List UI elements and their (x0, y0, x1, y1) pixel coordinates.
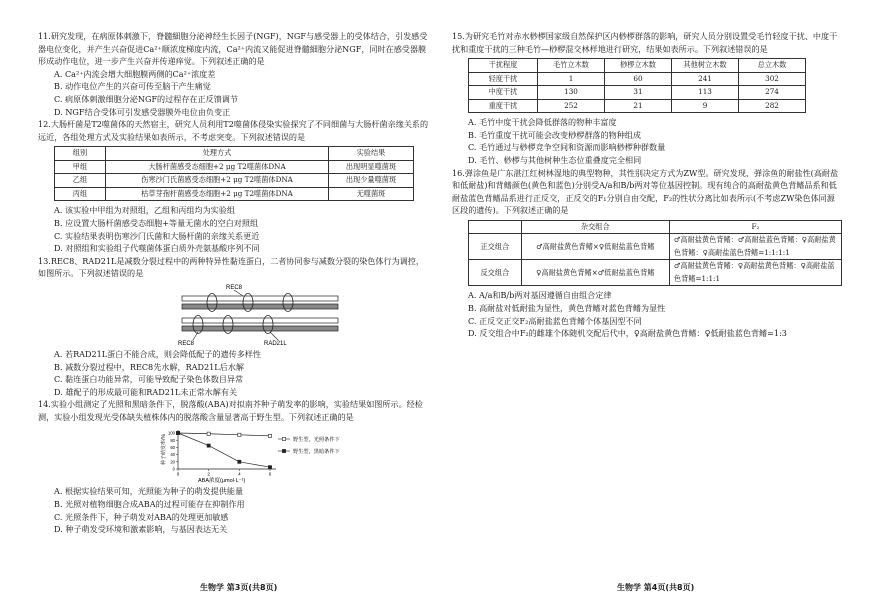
question-15-option-b: B. 毛竹重度干扰可能会改变桫椤群落的物种组成 (468, 129, 641, 140)
series-line (178, 433, 270, 436)
question-13-chromosome-figure (38, 282, 430, 346)
y-tick-label: 0 (172, 467, 175, 473)
rad21l-label: RAD21L (264, 340, 287, 346)
table-header-cell: 桫椤立木数 (605, 59, 672, 73)
table-cell: 252 (538, 99, 605, 113)
table-header-cell: 其他树立木数 (672, 59, 739, 73)
legend-marker (282, 450, 285, 453)
table-header-cell: 干扰程度 (469, 59, 538, 73)
table-header-cell: F₂ (669, 220, 841, 234)
question-16-stem: 16.弹涂鱼是广东湛江红树林湿地的典型物种，其性别决定方式为ZW型。研究发现，弹涂鱼的耐盐性(高耐盐和低耐盐)和背鳍颜色(黄色和蓝色)分别受A/a和B/b两对等位基因控制。现有纯合的高耐盐黄色背鳍品系和低耐盐蓝色背鳍品系进行正反交，正反交的F₁分别自由交配，F₂的性状分离比如表所示(不考虑ZW染色体同源区段的遗传)。下列叙述正确的是 (452, 167, 839, 216)
x-tick-label: 0 (176, 471, 180, 477)
table-header-row (55, 147, 414, 161)
x-tick-label: 4 (238, 471, 241, 477)
table-cell: 274 (739, 86, 806, 100)
question-15-option-a: A. 毛竹中度干扰会降低群落的物种丰富度 (468, 117, 617, 128)
question-15-option-c: C. 毛竹通过与桫椤竞争空间和资源而影响桫椤种群数量 (468, 142, 666, 153)
question-12-option-b: B. 应设置大肠杆菌感受态细胞+等量无菌水的空白对照组 (54, 217, 259, 228)
table-cell: ♂高耐盐黄色背鳍×♀低耐盐蓝色背鳍 (521, 234, 669, 260)
right-page-column (452, 30, 842, 340)
chart-series (176, 432, 271, 469)
rec8-label: REC8 (226, 284, 243, 291)
label-leader-line (270, 332, 278, 340)
question-16-option-c: C. 正反交正交F₂高耐盐蓝色背鳍个体基因型不同 (468, 315, 642, 326)
question-16-option-d: D. 反交组合中F₂的雌雄个体随机交配后代中，♀高耐盐黄色背鳍：♀低耐盐蓝色背鳍=1:3 (468, 328, 787, 339)
table-header-cell: 总立木数 (739, 59, 806, 73)
chromatid-bar (182, 318, 338, 323)
table-row (469, 234, 842, 260)
table-cell: 出现明显噬菌斑 (329, 160, 414, 174)
question-12-stem: 12.大肠杆菌是T2噬菌体的天然宿主，研究人员利用T2噬菌体侵染实验探究了不同细菌与大肠杆菌亲缘关系的远近，各组处理方式及实验结果如表所示，不考虑突变。下列叙述错误的是 (38, 119, 429, 142)
table-row (469, 260, 842, 286)
x-tick-label: 6 (268, 471, 272, 477)
table-row (469, 86, 806, 100)
question-11-option-b: B. 动作电位产生的兴奋可传至脑干产生痛觉 (54, 81, 211, 92)
table-cell: 9 (672, 99, 739, 113)
x-axis-label: ABA浓度(μmol·L⁻¹) (198, 478, 246, 484)
table-cell: 出现少量噬菌斑 (329, 174, 414, 188)
question-13-option-b: B. 减数分裂过程中，REC8先水解，RAD21L后水解 (54, 361, 244, 372)
question-16-option-a: A. A/a和B/b两对基因遵循自由组合定律 (468, 290, 612, 301)
left-page-column (38, 30, 430, 536)
table-cell: 轻度干扰 (469, 72, 538, 86)
table-cell: 60 (605, 72, 672, 86)
table-cell: 130 (538, 86, 605, 100)
table-cell: 21 (605, 99, 672, 113)
table-cell: 中度干扰 (469, 86, 538, 100)
question-16-table (468, 220, 842, 287)
page-footer-left: 生物学 第3页(共8页) (200, 583, 278, 592)
question-12 (38, 118, 430, 255)
table-header-cell (469, 220, 522, 234)
question-13 (38, 255, 430, 399)
y-tick-label: 40 (170, 452, 175, 458)
question-11-option-c: C. 病原体刺激细胞分泌NGF的过程存在正反馈调节 (54, 93, 238, 104)
question-14-option-d: D. 种子萌发受环境和激素影响，与基因表达无关 (54, 524, 228, 535)
table-cell: 甲组 (55, 160, 106, 174)
table-header-cell: 实验结果 (329, 147, 414, 161)
label-leader-line (193, 332, 198, 340)
chromatid-bar (182, 326, 338, 331)
series-line (178, 433, 270, 467)
table-cell: 枯草芽孢杆菌感受态细胞+2 μg T2噬菌体DNA (106, 187, 329, 201)
question-12-option-c: C. 实验结果表明伤寒沙门氏菌和大肠杆菌的亲缘关系更近 (54, 230, 260, 241)
question-13-option-c: C. 黏连蛋白功能异常，可能导致配子染色体数目异常 (54, 374, 244, 385)
table-header-row (469, 59, 806, 73)
aba-germination-chart (38, 425, 430, 483)
y-tick-label: 100 (168, 431, 175, 437)
question-14-option-b: B. 光照对植物细胞合成ABA的过程可能存在抑制作用 (54, 499, 245, 510)
question-12-option-d: D. 对照组和实验组子代噬菌体蛋白质外壳氨基酸序列不同 (54, 243, 260, 254)
table-row (55, 174, 414, 188)
question-12-option-a: A. 该实验中甲组为对照组，乙组和丙组均为实验组 (54, 205, 235, 216)
table-header-cell: 杂交组合 (521, 220, 669, 234)
y-tick-label: 20 (170, 459, 175, 465)
question-15-stem: 15.为研究毛竹对赤水桫椤国家级自然保护区内桫椤群落的影响，研究人员分别设置受毛竹轻度干扰、中度干扰和重度干扰的三种毛竹—桫椤混交林样地进行研究，结果如表所示。下列叙述错误的是 (452, 31, 838, 54)
y-axis-label: 种子萌发率/% (161, 434, 167, 466)
legend-label: 野生型，黑暗条件下 (293, 449, 340, 456)
question-14 (38, 398, 430, 536)
table-cell: 乙组 (55, 174, 106, 188)
page-footer-right: 生物学 第4页(共8页) (617, 583, 695, 592)
question-11-option-d: D. NGF结合受体可引发感受器膜外电位由负变正 (54, 106, 231, 117)
cohesin-diagram (38, 282, 430, 346)
data-point (238, 461, 241, 464)
data-point (268, 435, 271, 438)
table-header-cell: 组别 (55, 147, 106, 161)
question-12-table (54, 146, 414, 201)
data-point (207, 433, 210, 436)
table-cell: 113 (672, 86, 739, 100)
question-15-option-d: D. 毛竹、桫椤与其他树种生态位重叠度完全相同 (468, 154, 642, 165)
question-13-option-d: D. 雄配子的形成最可能和RAD21L未正常水解有关 (54, 386, 238, 397)
question-15-table (468, 58, 806, 113)
y-tick-label: 60 (170, 445, 175, 451)
table-cell: 正交组合 (469, 234, 522, 260)
question-16-option-b: B. 高耐盐对低耐盐为显性，黄色背鳍对蓝色背鳍为显性 (468, 303, 666, 314)
table-header-cell: 处理方式 (106, 147, 329, 161)
table-cell: 丙组 (55, 187, 106, 201)
table-row (55, 187, 414, 201)
table-cell: 302 (739, 72, 806, 86)
question-14-stem: 14.实验小组测定了光照和黑暗条件下，脱落酸(ABA)对拟南芥种子萌发率的影响，实验结果如图所示。经检测，实验小组发现光受体缺失植株体内的脱落酸含量显著高于野生型。下列叙述正确的是 (38, 399, 423, 422)
legend-marker (282, 438, 285, 441)
question-11-stem: 11.研究发现，在病原体刺激下，脊髓細胞分泌神经生长因子(NGF)，NGF与感受器上的受体结合，引发感受器电位变化，并产生兴奋促进Ca²⁺顺浓度梯度内流，Ca²⁺内流又能促进脊髓細胞分泌NGF，同时在感受器膜形成动作电位，进一步产生兴奋并传递痒觉。下列叙述正确的是 (38, 31, 428, 67)
rec8-label-bottom: REC8 (178, 340, 195, 346)
table-cell: 伤寒沙门氏菌感受态细胞+2 μg T2噬菌体DNA (106, 174, 329, 188)
question-14-chart (38, 425, 430, 483)
data-point (268, 466, 271, 469)
question-15 (452, 30, 842, 167)
data-point (176, 432, 179, 435)
question-14-option-a: A. 根据实验结果可知，光照能为种子的萌发提供能量 (54, 486, 244, 497)
chart-legend (278, 435, 340, 455)
table-cell: ♀高耐盐黄色背鳍×♂低耐盐蓝色背鳍 (521, 260, 669, 286)
table-cell: 重度干扰 (469, 99, 538, 113)
data-point (207, 444, 210, 447)
question-13-stem: 13.REC8、RAD21L是减数分裂过程中的两种特异性黏连蛋白，二者协同参与减数分裂的染色体行为调控，如图所示。下列叙述错误的是 (38, 255, 424, 279)
data-point (238, 434, 241, 437)
table-cell: 大肠杆菌感受态细胞+2 μg T2噬菌体DNA (106, 160, 329, 174)
legend-label: 野生型，光照条件下 (293, 437, 340, 444)
table-row (469, 99, 806, 113)
chart-ticks (168, 431, 272, 477)
x-tick-label: 2 (207, 471, 210, 477)
question-16 (452, 167, 842, 340)
table-row (469, 72, 806, 86)
table-header-cell: 毛竹立木数 (538, 59, 605, 73)
question-14-option-c: C. 光照条件下，种子萌发对ABA的处理更加敏感 (54, 511, 229, 522)
table-cell: 241 (672, 72, 739, 86)
table-cell: 282 (739, 99, 806, 113)
chromatid-bar (182, 296, 338, 301)
table-cell: 反交组合 (469, 260, 522, 286)
table-cell: ♂高耐盐黄色背鳍：♀高耐盐黄色背鳍：♀高耐盐蓝色背鳍=1:1:1 (669, 260, 841, 286)
table-cell: ♂高耐盐黄色背鳍：♂高耐盐蓝色背鳍：♀高耐盐黄色背鳍：♀高耐盐蓝色背鳍=1:1:1:1 (669, 234, 841, 260)
table-cell: 无噬菌斑 (329, 187, 414, 201)
table-cell: 31 (605, 86, 672, 100)
table-cell: 1 (538, 72, 605, 86)
table-header-row (469, 220, 842, 234)
table-row (55, 160, 414, 174)
question-11 (38, 30, 430, 118)
y-tick-label: 80 (170, 438, 175, 444)
question-13-option-a: A. 若RAD21L蛋白不能合成，则会降低配子的遗传多样性 (54, 348, 261, 359)
chromatid-bar (182, 304, 338, 309)
question-11-option-a: A. Ca²⁺内流会增大细胞膜两侧的Ca²⁺浓度差 (54, 68, 216, 79)
